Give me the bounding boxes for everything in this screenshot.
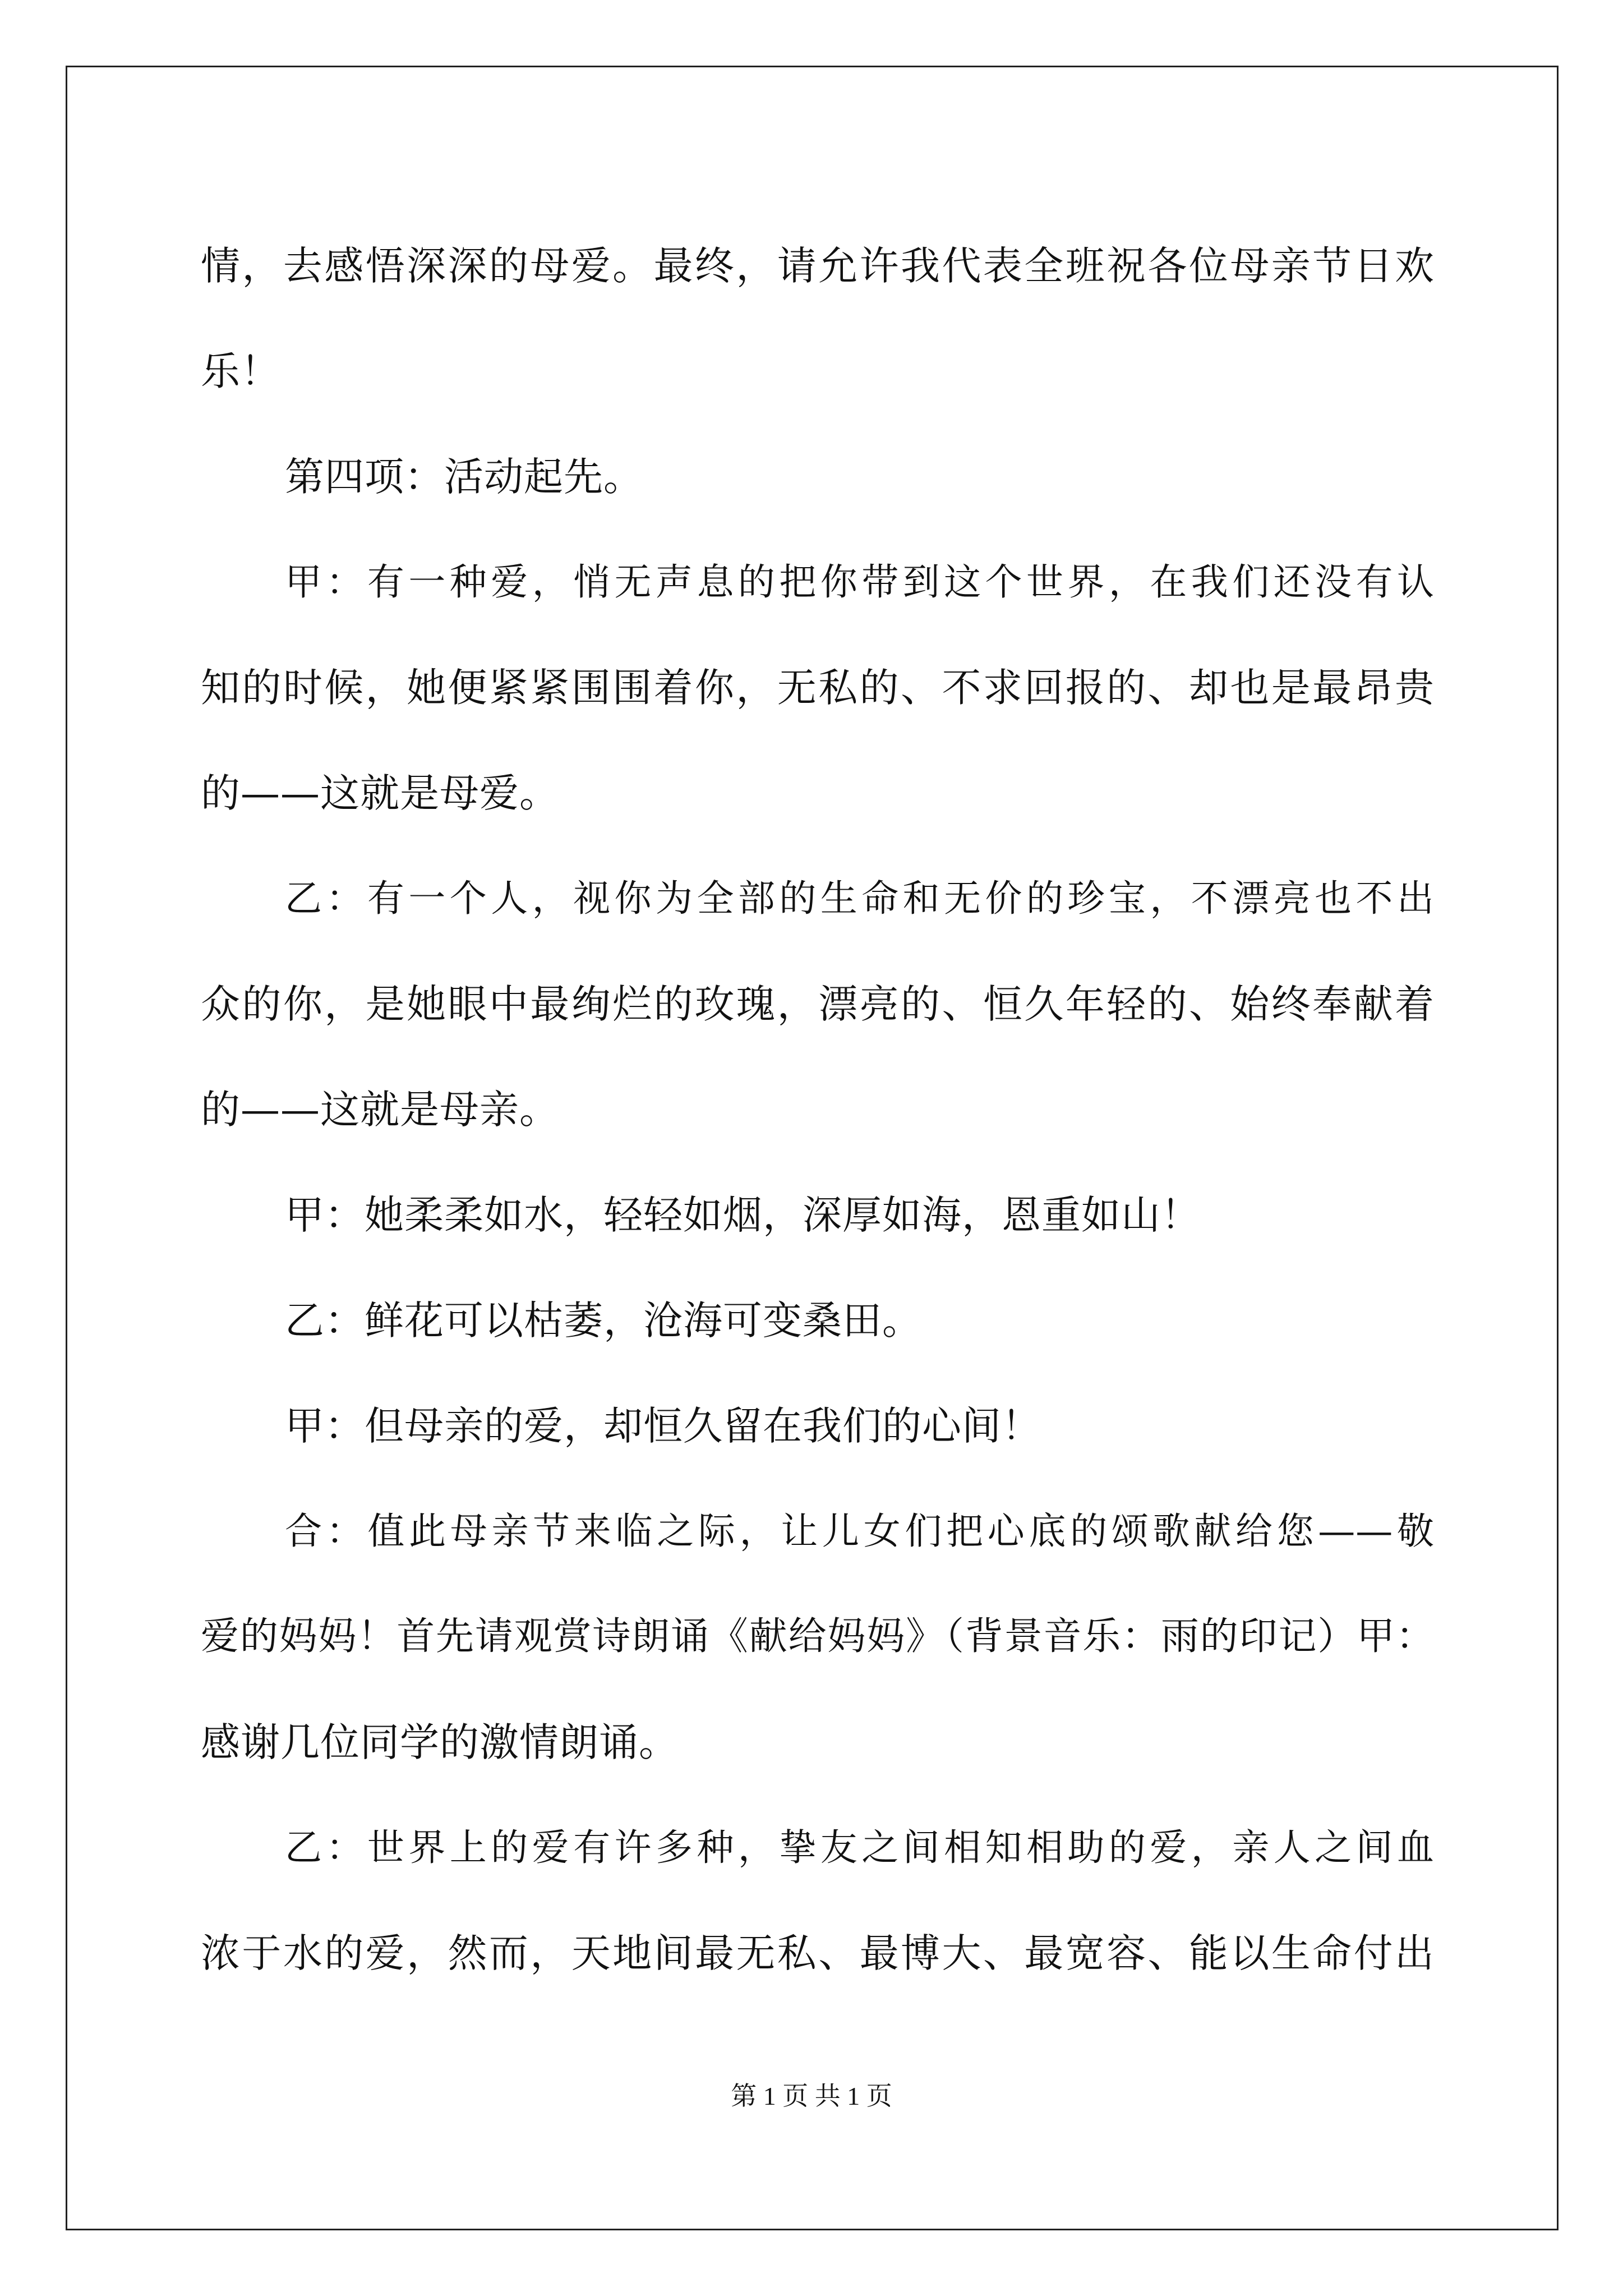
text-line: 乐！ — [201, 348, 280, 394]
text-line: 的——这就是母爱。 — [201, 770, 559, 816]
text-line: 合：值此母亲节来临之际，让儿女们把心底的颂歌献给您——敬 — [285, 1510, 1435, 1553]
text-line: 的——这就是母亲。 — [201, 1087, 559, 1133]
text-line: 众的你，是她眼中最绚烂的玫瑰，漂亮的、恒久年轻的、始终奉献着 — [201, 981, 1435, 1027]
text-line: 乙：鲜花可以枯萎，沧海可变桑田。 — [285, 1297, 922, 1343]
text-line: 情，去感悟深深的母爱。最终，请允许我代表全班祝各位母亲节日欢 — [201, 243, 1435, 289]
text-line: 知的时候，她便紧紧围围着你，无私的、不求回报的、却也是最昂贵 — [201, 665, 1435, 711]
text-line: 乙：世界上的爱有许多种，挚友之间相知相助的爱，亲人之间血 — [285, 1826, 1435, 1869]
text-line: 甲：她柔柔如水，轻轻如烟，深厚如海，恩重如山！ — [285, 1192, 1201, 1238]
text-line: 乙：有一个人，视你为全部的生命和无价的珍宝，不漂亮也不出 — [285, 877, 1435, 920]
text-line: 感谢几位同学的激情朗诵。 — [201, 1719, 679, 1765]
document-body — [201, 213, 1435, 2006]
page-footer: 第 1 页 共 1 页 — [731, 2082, 892, 2110]
text-line: 浓于水的爱，然而，天地间最无私、最博大、最宽容、能以生命付出 — [201, 1930, 1435, 1976]
text-line: 爱的妈妈！首先请观赏诗朗诵《献给妈妈》（背景音乐：雨的印记）甲： — [201, 1614, 1435, 1659]
text-line: 甲：但母亲的爱，却恒久留在我们的心间！ — [285, 1403, 1041, 1449]
text-line: 甲：有一种爱，悄无声息的把你带到这个世界，在我们还没有认 — [285, 560, 1435, 604]
text-line: 第四项：活动起先。 — [285, 454, 643, 500]
